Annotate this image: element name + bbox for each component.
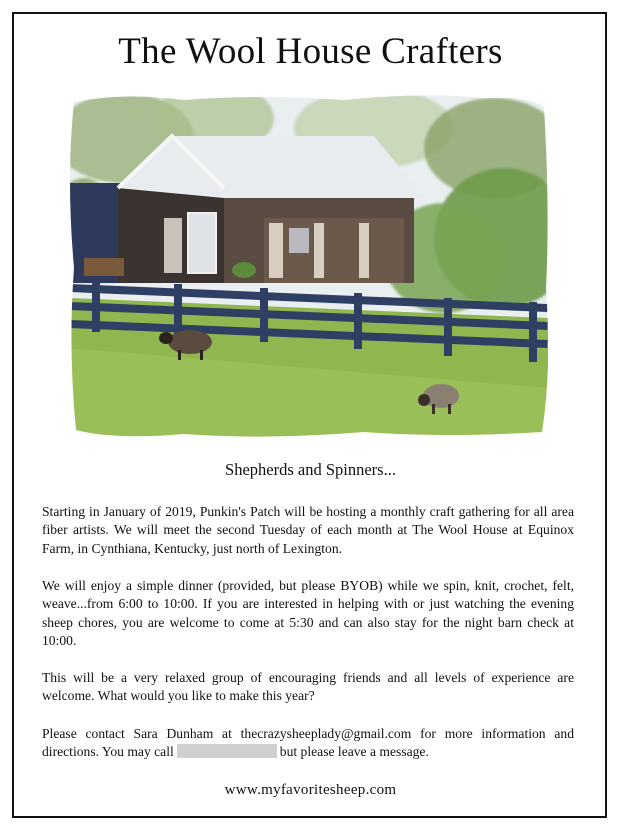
paragraph-intro: Starting in January of 2019, Punkin's Patch will be hosting a monthly craft gathering for all area fiber artists. We will meet the second Tuesday of each month at The Wool House at Equinox Farm, in Cynthiana, Kentucky, just north of Lexington. xyxy=(42,504,574,556)
paragraph-dinner: We will enjoy a simple dinner (provided, but please BYOB) while we spin, knit, crochet, felt, weave...from 6:00 to 10:00. If you are interested in helping with or just watching the evening sheep chores, you are welcome to come at 5:30 and can also stay for the night barn check at 10:00. xyxy=(42,578,574,648)
paragraph-welcome: This will be a very relaxed group of encouraging friends and all levels of experience are welcome. What would you like to make this year? xyxy=(42,670,574,704)
farm-watercolor-illustration xyxy=(64,88,554,444)
redacted-phone-number xyxy=(177,744,277,758)
contact-text-end: but please leave a message. xyxy=(279,744,429,760)
paragraph-contact xyxy=(42,725,574,762)
subtitle: Shepherds and Spinners... xyxy=(225,460,396,479)
contact-text: Please contact Sara Dunham at thecrazysheeplady@gmail.com for more information and directions. You may call xyxy=(42,726,574,760)
page-title: The Wool House Crafters xyxy=(118,31,503,72)
website-link[interactable]: www.myfavoritesheep.com xyxy=(224,782,397,798)
